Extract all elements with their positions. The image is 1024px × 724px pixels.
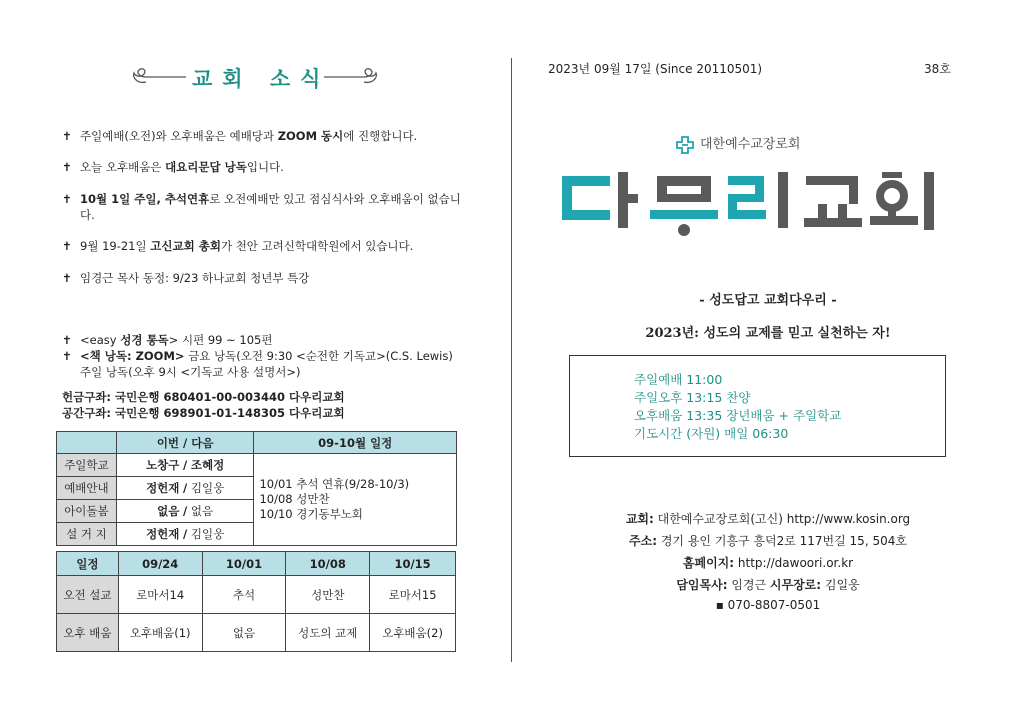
sermon-header: 일정: [57, 552, 119, 576]
right-scroll-ornament: [322, 68, 380, 86]
cross-bullet-icon: ✝: [62, 239, 72, 253]
duty-cell: 정헌재 / 김일웅: [116, 477, 254, 500]
denomination-name: 대한예수교장로회: [700, 137, 801, 152]
sermon-cell: 오후배움(2): [370, 614, 456, 652]
yearly-theme: 2023년: 성도의 교제를 믿고 실천하는 자!: [645, 326, 891, 341]
sermon-cell: 로마서14: [118, 576, 202, 614]
page-title: 교회 소식: [192, 66, 331, 91]
sermon-header: 10/01: [202, 552, 286, 576]
duty-row-label: 아이돌봄: [57, 500, 117, 523]
sermon-cell: 추석: [202, 576, 286, 614]
page-divider: [511, 58, 512, 662]
info-pastor: 담임목사: 임경근 시무장로: 김일웅: [676, 578, 860, 592]
news-text: <easy 성경 통독> 시편 99 ~ 105편: [80, 333, 273, 347]
issue-number: 38호: [924, 62, 951, 76]
news-text: <책 낭독: ZOOM> 금요 낭독(오전 9:30 <순전한 기독교>(C.S. Lewis) 주일 낭독(오후 9시 <기독교 사용 설명서>): [80, 349, 453, 379]
sermon-header: 10/08: [286, 552, 370, 576]
news-text: 오늘 오후배움은 대요리문답 낭독입니다.: [80, 160, 284, 174]
offering-account: 헌금구좌: 국민은행 680401-00-003440 다우리교회: [62, 390, 345, 404]
duty-header-week: 이번 / 다음: [116, 432, 254, 454]
duty-cell: 노창구 / 조혜정: [116, 454, 254, 477]
news-item: [62, 270, 462, 286]
duty-row-label: 예배안내: [57, 477, 117, 500]
info-address: 주소: 경기 용인 기흥구 흥덕2로 117번길 15, 504호: [629, 534, 907, 548]
cross-logo-icon: [676, 136, 694, 154]
schedule-item: 10/01 추석 연휴(9/28-10/3): [259, 477, 410, 491]
sermon-cell: 성도의 교제: [286, 614, 370, 652]
section-title: [130, 62, 380, 92]
left-scroll-ornament: [130, 68, 188, 86]
sermon-row-label: 오전 설교: [57, 576, 119, 614]
denomination: [676, 133, 800, 155]
duty-header-blank: [57, 432, 117, 454]
news-item: [62, 332, 462, 348]
church-logo: [560, 168, 940, 247]
news-item: [62, 238, 462, 254]
news-item: [62, 128, 462, 144]
schedule-cell: [254, 454, 457, 546]
cross-bullet-icon: ✝: [62, 333, 72, 347]
service-times-box: [569, 355, 946, 457]
news-item: [62, 159, 462, 175]
news-text: 주일예배(오전)와 오후배움은 예배당과 ZOOM 동시에 진행합니다.: [80, 129, 418, 143]
duty-row-label: 설 거 지: [57, 523, 117, 546]
church-logo-graphic: [560, 168, 940, 243]
duty-row-label: 주일학교: [57, 454, 117, 477]
sermon-header: 10/15: [370, 552, 456, 576]
sermon-header: 09/24: [118, 552, 202, 576]
info-church: 교회: 대한예수교장로회(고신) http://www.kosin.org: [625, 512, 911, 526]
service-time: 오후배움 13:35 장년배움 + 주일학교: [634, 408, 842, 423]
cross-bullet-icon: ✝: [62, 349, 72, 363]
sermon-row-label: 오후 배움: [57, 614, 119, 652]
service-time: 기도시간 (자원) 매일 06:30: [634, 426, 789, 441]
cross-bullet-icon: ✝: [62, 192, 72, 206]
cross-bullet-icon: ✝: [62, 129, 72, 143]
sermon-cell: 로마서15: [370, 576, 456, 614]
cross-bullet-icon: ✝: [62, 160, 72, 174]
schedule-item: 10/08 성만찬: [259, 492, 330, 506]
info-phone: ▪ 070-8807-0501: [715, 598, 821, 612]
bulletin-date: 2023년 09월 17일 (Since 20110501): [548, 62, 763, 76]
sermon-cell: 성만찬: [286, 576, 370, 614]
news-text: 임경근 목사 동정: 9/23 하나교회 청년부 특강: [80, 271, 310, 285]
church-motto: - 성도답고 교회다우리 -: [699, 293, 837, 308]
service-time: 주일예배 11:00: [634, 372, 723, 387]
info-homepage: 홈페이지: http://dawoori.or.kr: [682, 556, 854, 570]
schedule-item: 10/10 경기동부노회: [259, 507, 363, 521]
sermon-cell: 오후배움(1): [118, 614, 202, 652]
duty-table: [56, 431, 457, 546]
news-item: [62, 191, 462, 223]
news-item: [62, 348, 462, 380]
duty-cell: 정헌재 / 김일웅: [116, 523, 254, 546]
sermon-table: [56, 551, 456, 652]
news-text: 9월 19-21일 고신교회 총회가 천안 고려신학대학원에서 있습니다.: [80, 239, 414, 253]
duty-cell: 없음 / 없음: [116, 500, 254, 523]
news-text: 10월 1일 주일, 추석연휴로 오전예배만 있고 점심식사와 오후배움이 없습니다.: [80, 192, 461, 222]
sermon-cell: 없음: [202, 614, 286, 652]
space-account: 공간구좌: 국민은행 698901-01-148305 다우리교회: [62, 406, 345, 420]
cross-bullet-icon: ✝: [62, 271, 72, 285]
service-times: [634, 371, 841, 443]
service-time: 주일오후 13:15 찬양: [634, 390, 751, 405]
duty-header-schedule: 09-10월 일정: [254, 432, 457, 454]
